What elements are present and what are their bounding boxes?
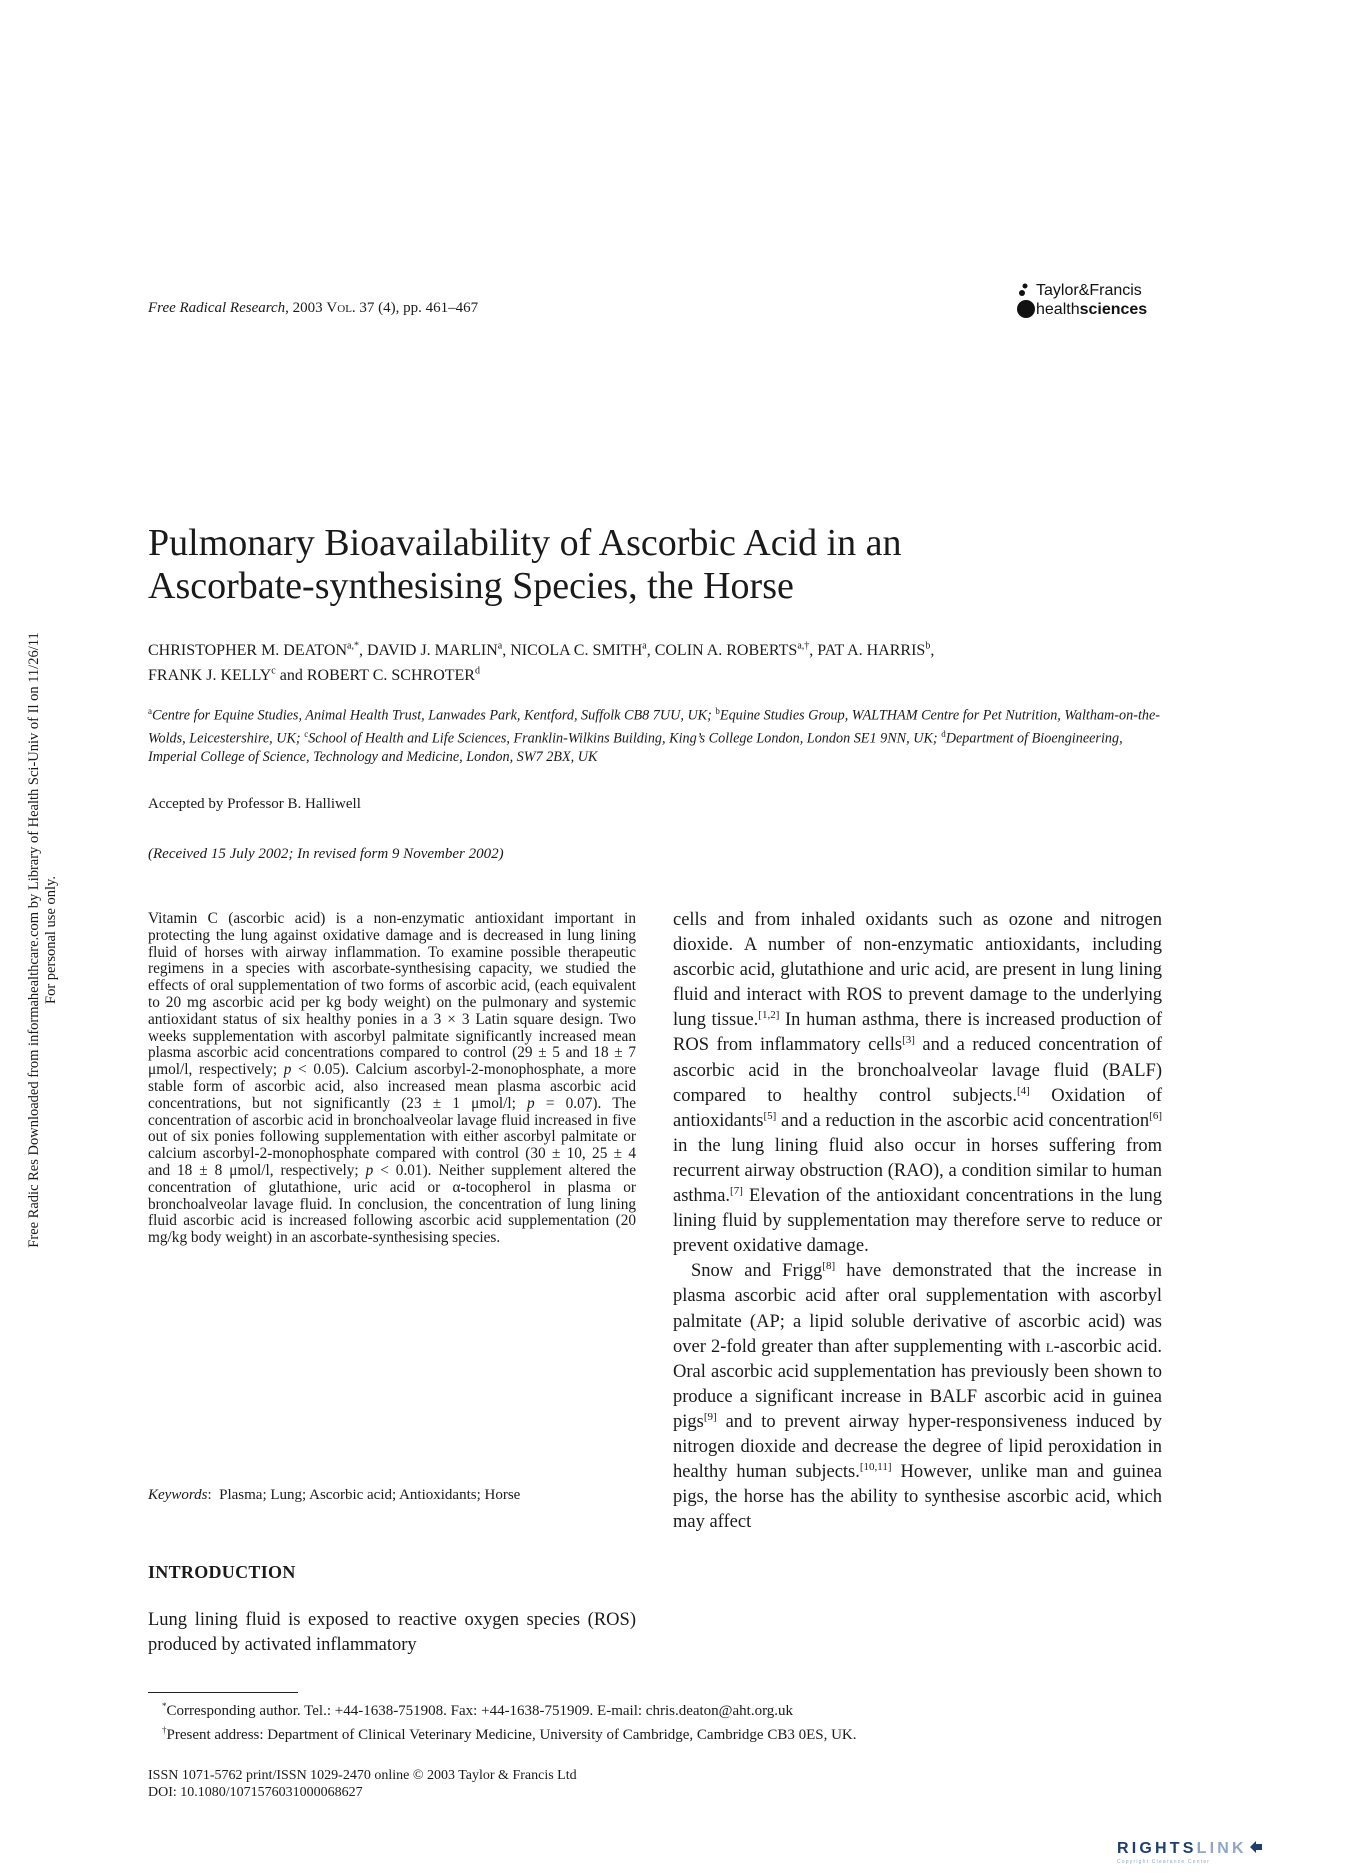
- rightslink-logo: [1117, 1840, 1292, 1870]
- received-dates: (Received 15 July 2002; In revised form 9 November 2002): [148, 846, 504, 862]
- volume-label: Vol: [326, 300, 352, 316]
- citation-ref: [9]: [703, 1410, 717, 1423]
- footnote-corresponding: *Corresponding author. Tel.: +44-1638-751908. Fax: +44-1638-751909. E-mail: chris.deaton@aht.org.uk: [162, 1701, 794, 1719]
- affiliations: $^a$Centre for Equine Studies, Animal Health Trust, Lanwades Park, Kentford, Suffolk CB8 7UU, UK; $^b$Equine Studies Group, WALTHAM Centre for Pet Nutrition, Waltham-on-the-Wolds, Leicestershire, UK; $^c$School of Health and Life Sciences, Franklin-Wilkins Building, King’s College London, London SE1 9NN, UK; $^d$Department of Bioengineering, Imperial College of Science, Technology and Medicine, London, SW7 2BX, UK: [148, 706, 1161, 766]
- title-line-1: Pulmonary Bioavailability of Ascorbic Acid in an: [148, 522, 902, 564]
- publisher-logo: [1015, 282, 1165, 322]
- keywords-label: Keywords: [148, 1487, 208, 1503]
- citation-ref: [7]: [730, 1184, 743, 1197]
- affiliation: Equine Studies Group, WALTHAM Centre for Pet Nutrition, Waltham-on-the-Wolds, Leicestershire, UK;: [148, 707, 1161, 747]
- title-line-2: Ascorbate-synthesising Species, the Horse: [148, 565, 794, 607]
- section-heading-introduction: INTRODUCTION: [148, 1562, 296, 1582]
- abstract: Vitamin C (ascorbic acid) is a non-enzymatic antioxidant important in protecting the lung against oxidative damage and is decreased in lung lining fluid of horses with airway inflammation. To examine possible therapeutic regimens in a species with ascorbate-synthesising capacity, we studied the effects of oral supplementation of two forms of ascorbic acid, (each equivalent to 20 mg ascorbic acid per kg body weight) on the pulmonary and systemic antioxidant status of six healthy ponies in a 3 × 3 Latin square design. Two weeks supplementation with ascorbyl palmitate significantly increased mean plasma ascorbic acid concentrations compared to control (29 ± 5 and 18 ± 7 μmol/l, respectively; p < 0.05). Calcium ascorbyl-2-monophosphate, a more stable form of ascorbic acid, also increased mean plasma ascorbic acid concentrations, but not significantly (23 ± 1 μmol/l; p = 0.07). The concentration of ascorbic acid in bronchoalveolar lavage fluid increased in five out of six ponies following supplementation with either ascorbyl palmitate or calcium ascorbyl-2-monophosphate compared with control (30 ± 10, 25 ± 4 and 18 ± 8 μmol/l, respectively; p < 0.01). Neither supplement altered the concentration of glutathione, uric acid or α-tocopherol in plasma or bronchoalveolar lavage fluid. In conclusion, the concentration of lung lining fluid ascorbic acid is increased following ascorbic acid supplementation (20 mg/kg body weight) in an ascorbate-synthesising species.: [148, 910, 636, 1247]
- introduction-col2: [673, 908, 1162, 1535]
- keywords: [148, 1487, 520, 1504]
- citation-ref: [6]: [1149, 1109, 1162, 1122]
- footnote-present-address: †Present address: Department of Clinical Veterinary Medicine, University of Cambridge, Cambridge CB3 0ES, UK.: [162, 1724, 857, 1743]
- issn: ISSN 1071-5762 print/ISSN 1029-2470 online © 2003 Taylor & Francis Ltd: [148, 1768, 577, 1783]
- rightslink-tagline: Copyright Clearance Center: [1117, 1859, 1211, 1865]
- footnote-rule: [148, 1692, 298, 1693]
- citation-ref: [8]: [822, 1260, 836, 1273]
- author: CHRISTOPHER M. $DEATON^{a,*}$,: [148, 641, 367, 660]
- publisher-division-a: health: [1036, 301, 1080, 318]
- citation-ref: [5]: [763, 1109, 777, 1122]
- publisher-division: [1036, 301, 1147, 319]
- introduction-col1: Lung lining fluid is exposed to reactive oxygen species (ROS) produced by activated inflammatory: [148, 1610, 636, 1655]
- citation-ref: [1,2]: [758, 1009, 780, 1022]
- author: COLIN A. $ROBERTS^{a,\dagger}$,: [654, 641, 818, 660]
- affiliation: Department of Bioengineering, Imperial College of Science, Technology and Medicine, London, SW7 2BX, UK: [148, 730, 1123, 766]
- publisher-dots-icon: [1015, 282, 1037, 322]
- accepted-by: Accepted by Professor B. Halliwell: [148, 796, 361, 812]
- download-note-line1: Free Radic Res Downloaded from informahealthcare.com by Library of Health Sci-Univ of Il on 11/26/11: [26, 632, 42, 1248]
- author: NICOLA C. SMITH$^a$,: [510, 641, 655, 660]
- article-title: [148, 522, 1188, 608]
- download-note-line2: For personal use only.: [43, 876, 59, 1004]
- author: FRANK J. KELLY$^c$ and: [148, 665, 307, 684]
- citation-ref: [3]: [902, 1034, 915, 1047]
- rightslink-wordmark: RIGHTSLINK: [1117, 1840, 1292, 1858]
- journal-name: Free Radical Research: [148, 300, 286, 316]
- publisher-name: Taylor&Francis: [1036, 282, 1142, 299]
- imprint: [148, 1767, 577, 1801]
- citation-ref: [4]: [1016, 1084, 1030, 1097]
- author: ROBERT C. SCHROTER$^d$: [306, 665, 480, 684]
- download-watermark: [26, 580, 60, 1300]
- citation-year: , 2003: [285, 300, 327, 316]
- doi: DOI: 10.1080/1071576031000068627: [148, 1785, 363, 1800]
- publisher-division-b: sciences: [1079, 301, 1148, 318]
- keywords-list: : Plasma; Lung; Ascorbic acid; Antioxidants; Horse: [207, 1487, 521, 1503]
- affiliation: School of Health and Life Sciences, Franklin-Wilkins Building, King’s College London, London SE1 9NN, UK;: [308, 730, 942, 747]
- affiliation: Centre for Equine Studies, Animal Health Trust, Lanwades Park, Kentford, Suffolk CB8 7UU, UK;: [152, 707, 716, 724]
- journal-citation: [148, 300, 478, 317]
- author-list: [148, 637, 1178, 686]
- rightslink-arrow-icon: [1248, 1840, 1264, 1854]
- volume-info: . 37 (4), pp. 461–467: [351, 300, 479, 316]
- author: DAVID J. MARLIN$^a$,: [366, 641, 511, 660]
- author: PAT A. HARRIS$^b$,: [817, 641, 935, 660]
- citation-ref: [10,11]: [859, 1460, 892, 1473]
- footnotes: [162, 1697, 1162, 1744]
- paragraph: Snow and Frigg[8] have demonstrated that the increase in plasma ascorbic acid after oral supplementation with ascorbyl palmitate (AP; a lipid soluble derivative of ascorbic acid) was over 2-fold greater than after supplementing with l-ascorbic acid. Oral ascorbic acid supplementation has previously been shown to produce a significant increase in BALF ascorbic acid in guinea pigs[9] and to prevent airway hyper-responsiveness induced by nitrogen dioxide and decrease the degree of lipid peroxidation in healthy human subjects.[10,11] However, unlike man and guinea pigs, the horse has the ability to synthesise ascorbic acid, which may affect: [673, 1260, 1163, 1533]
- paragraph: cells and from inhaled oxidants such as ozone and nitrogen dioxide. A number of non-enzymatic antioxidants, including ascorbic acid, glutathione and uric acid, are present in lung lining fluid and interact with ROS to prevent damage to the underlying lung tissue.[1,2] In human asthma, there is increased production of ROS from inflammatory cells[3] and a reduced concentration of ascorbic acid in the bronchoalveolar lavage fluid (BALF) compared to healthy control subjects.[4] Oxidation of antioxidants[5] and a reduction in the ascorbic acid concentration[6] in the lung lining fluid also occur in horses suffering from recurrent airway obstruction (RAO), a condition similar to human asthma.[7] Elevation of the antioxidant concentrations in the lung lining fluid by supplementation may therefore serve to reduce or prevent oxidative damage.: [673, 910, 1163, 1257]
